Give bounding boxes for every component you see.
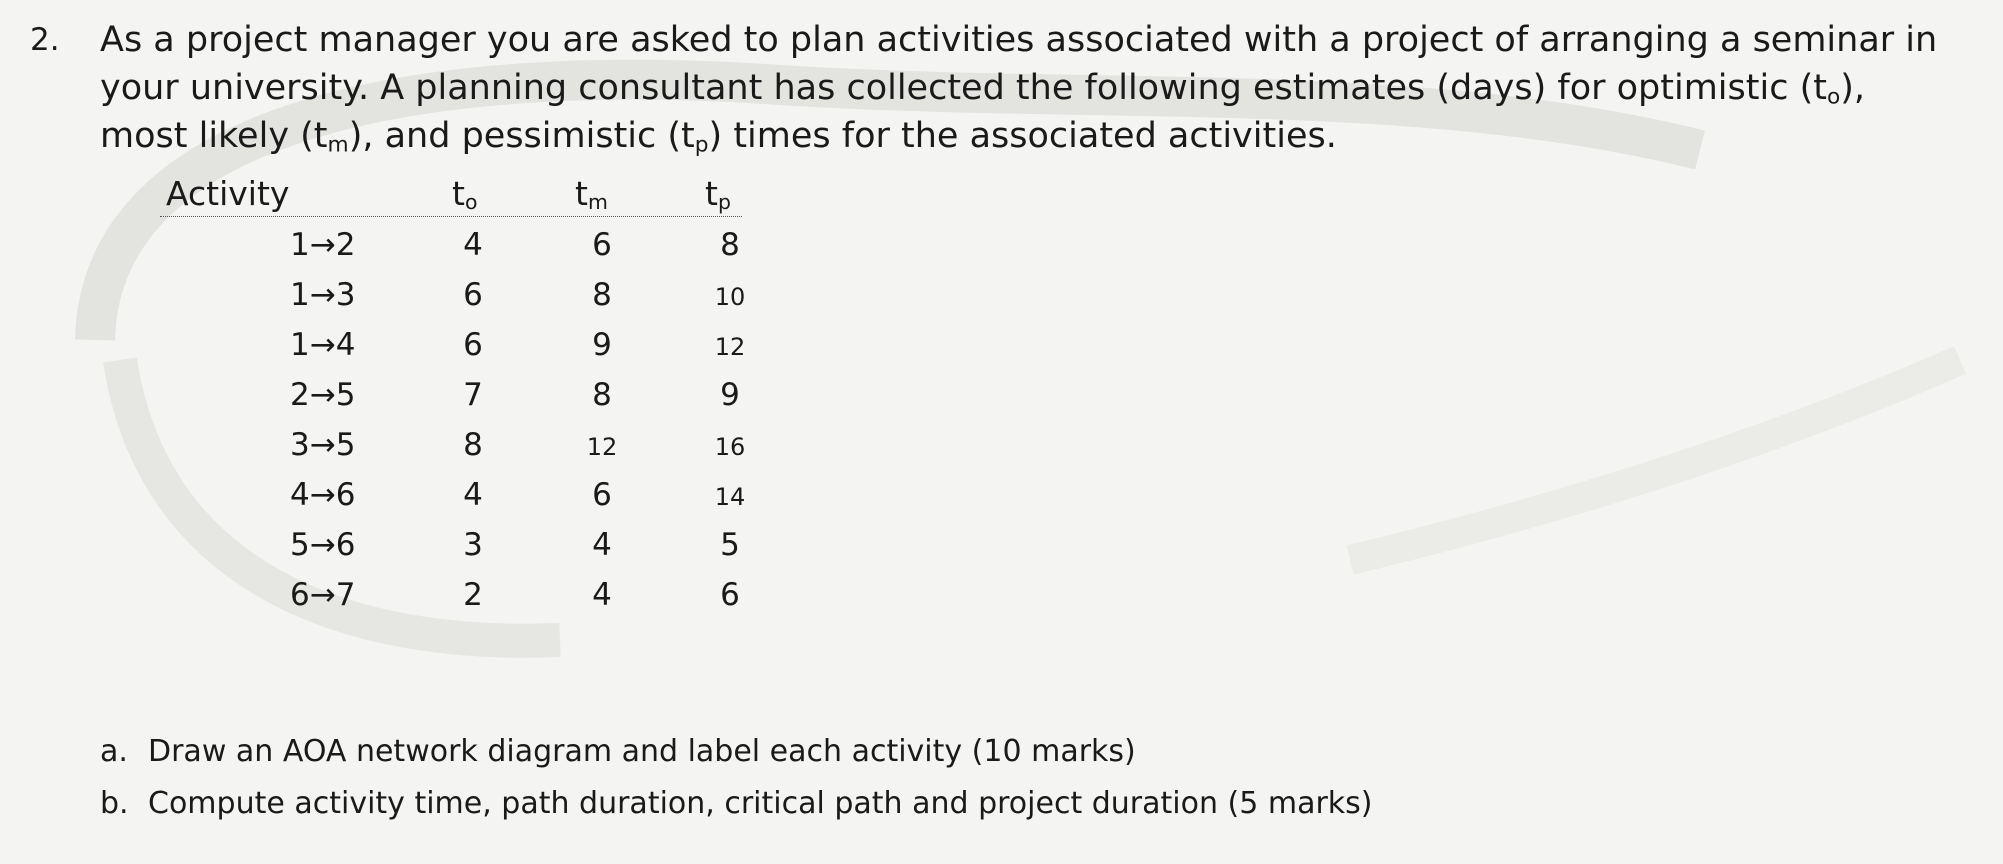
question-text [100, 16, 1960, 160]
cell-activity: 6→7 [290, 577, 356, 613]
cell-to: 4 [463, 477, 483, 513]
table-row [160, 517, 760, 567]
cell-to: 7 [463, 377, 483, 413]
cell-to: 8 [463, 427, 483, 463]
cell-tp: 5 [720, 527, 740, 563]
cell-tp: 10 [714, 283, 746, 311]
table-row [160, 317, 760, 367]
part-b [100, 778, 1373, 830]
cell-tm: 9 [592, 327, 612, 363]
table-header [160, 172, 742, 217]
cell-to: 2 [463, 577, 483, 613]
cell-to: 6 [463, 277, 483, 313]
cell-tm: 6 [592, 227, 612, 263]
part-a-label: a. [100, 734, 128, 769]
part-a [100, 726, 1373, 778]
cell-tp: 14 [714, 483, 746, 511]
cell-tm: 8 [592, 377, 612, 413]
question-parts [100, 726, 1373, 830]
cell-tm: 6 [592, 477, 612, 513]
header-pessimistic: tp [705, 174, 731, 215]
cell-tp: 16 [714, 433, 746, 461]
table-row [160, 267, 760, 317]
cell-activity: 1→4 [290, 327, 356, 363]
cell-tp: 8 [720, 227, 740, 263]
cell-to: 6 [463, 327, 483, 363]
cell-activity: 2→5 [290, 377, 356, 413]
cell-tp: 12 [714, 333, 746, 361]
cell-tp: 6 [720, 577, 740, 613]
table-row [160, 367, 760, 417]
cell-activity: 1→3 [290, 277, 356, 313]
cell-activity: 1→2 [290, 227, 356, 263]
table-row [160, 217, 760, 267]
header-most-likely: tm [575, 174, 608, 215]
cell-tm: 4 [592, 577, 612, 613]
cell-to: 3 [463, 527, 483, 563]
cell-tm: 12 [586, 433, 618, 461]
cell-activity: 3→5 [290, 427, 356, 463]
part-b-label: b. [100, 786, 129, 821]
cell-tm: 4 [592, 527, 612, 563]
header-optimistic: to [452, 174, 478, 215]
table-row [160, 417, 760, 467]
cell-activity: 5→6 [290, 527, 356, 563]
question-line-1: As a project manager you are asked to plan activities associated with a project of arranging a seminar in [100, 20, 1938, 60]
part-a-text: Draw an AOA network diagram and label each activity (10 marks) [148, 734, 1136, 769]
question-line-3: most likely $(t_m)$, and pessimistic $(t_p)$ times for the associated activities. [100, 116, 1337, 158]
activity-times-table [160, 172, 760, 617]
table-row [160, 467, 760, 517]
cell-tm: 8 [592, 277, 612, 313]
table-row [160, 567, 760, 617]
question-number: 2. [30, 22, 60, 58]
cell-activity: 4→6 [290, 477, 356, 513]
cell-tp: 9 [720, 377, 740, 413]
cell-to: 4 [463, 227, 483, 263]
part-b-text: Compute activity time, path duration, critical path and project duration (5 marks) [148, 786, 1373, 821]
header-activity: Activity [166, 174, 290, 213]
question-line-2: your university. A planning consultant has collected the following estimates (days) for optimistic $(t_o)$, [100, 68, 1866, 110]
